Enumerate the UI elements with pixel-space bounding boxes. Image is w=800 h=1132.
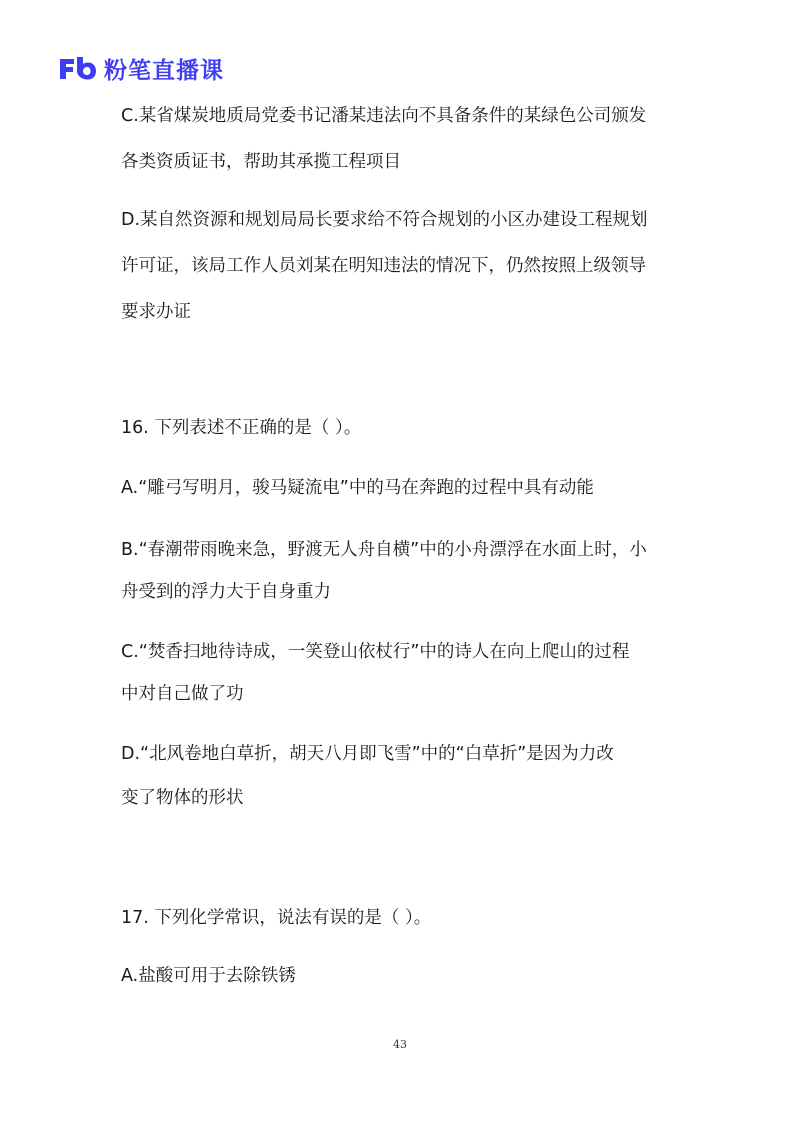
text-line: B.“春潮带雨晚来急，野渡无人舟自横”中的小舟漂浮在水面上时，小 (121, 540, 647, 560)
text-line: D.“北风卷地白草折，胡天八月即飞雪”中的“白草折”是因为力改 (121, 744, 614, 764)
text-line: 变了物体的形状 (121, 788, 244, 808)
text-line: A.“雕弓写明月，骏马疑流电”中的马在奔跑的过程中具有动能 (121, 478, 594, 498)
fb-logo-icon (58, 55, 98, 81)
brand-name: 粉笔直播课 (104, 57, 224, 84)
text-line: C.“焚香扫地待诗成，一笑登山依杖行”中的诗人在向上爬山的过程 (121, 642, 630, 662)
text-line: D.某自然资源和规划局局长要求给不符合规划的小区办建设工程规划 (121, 210, 648, 230)
text-line: 要求办证 (121, 302, 191, 322)
text-line: 各类资质证书，帮助其承揽工程项目 (121, 152, 401, 172)
text-line: C.某省煤炭地质局党委书记潘某违法向不具备条件的某绿色公司颁发 (121, 106, 647, 126)
text-line: 17. 下列化学常识，说法有误的是（ ）。 (121, 908, 432, 928)
text-line: 舟受到的浮力大于自身重力 (121, 582, 331, 602)
text-line: 许可证，该局工作人员刘某在明知违法的情况下，仍然按照上级领导 (121, 256, 646, 276)
text-line: A.盐酸可用于去除铁锈 (121, 966, 296, 986)
page-number: 43 (393, 1038, 407, 1051)
text-line: 16. 下列表述不正确的是（ ）。 (121, 418, 362, 438)
header-brand (58, 52, 224, 84)
text-line: 中对自己做了功 (121, 684, 244, 704)
